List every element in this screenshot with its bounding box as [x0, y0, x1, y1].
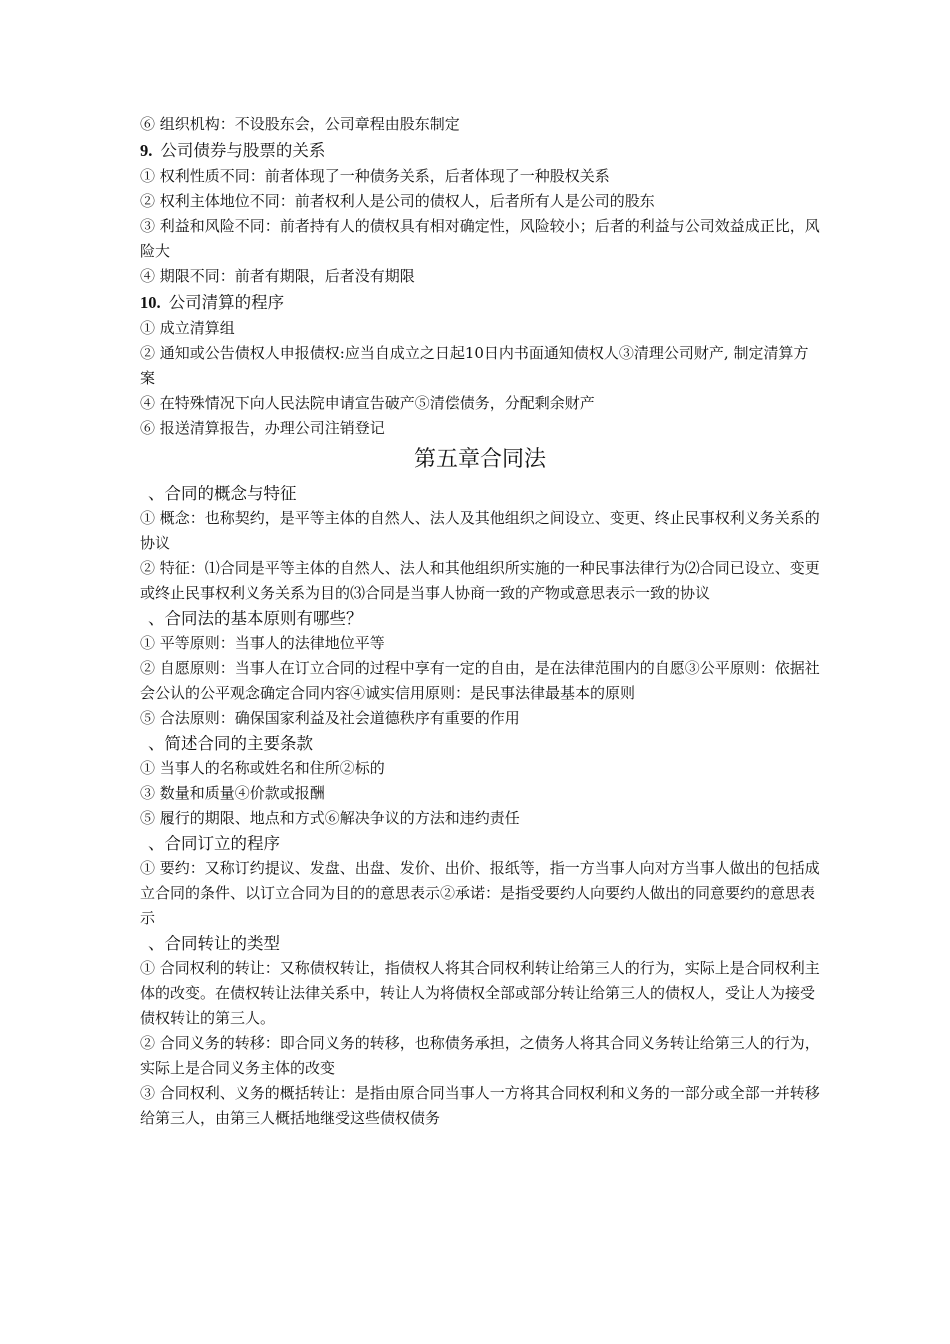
list-item: ④ 在特殊情况下向人民法院申请宣告破产⑤清偿债务，分配剩余财产	[140, 394, 595, 412]
section-title: 公司债券与股票的关系	[160, 141, 326, 160]
text-line: ⑥ 组织机构：不设股东会，公司章程由股东制定	[140, 115, 460, 133]
section-number: 9.	[140, 141, 153, 160]
list-item: ② 权利主体地位不同：前者权利人是公司的债权人，后者所有人是公司的股东	[140, 192, 655, 210]
list-item: ③ 数量和质量④价款或报酬	[140, 784, 325, 802]
part-heading: 、合同法的基本原则有哪些？	[148, 609, 363, 628]
list-item: ① 平等原则：当事人的法律地位平等	[140, 634, 385, 652]
list-item: ① 权利性质不同：前者体现了一种债务关系，后者体现了一种股权关系	[140, 167, 610, 185]
section-heading-10	[140, 289, 820, 316]
list-item: ② 合同义务的转移：即合同义务的转移，也称债务承担，之债务人将其合同义务转让给第三人的行为，实际上是合同义务主体的改变	[140, 1034, 820, 1077]
list-item: ③ 合同权利、义务的概括转让：是指由原合同当事人一方将其合同权利和义务的一部分或全部一并转移给第三人，由第三人概括地继受这些债权债务	[140, 1084, 820, 1127]
section-number: 10.	[140, 293, 161, 312]
list-item: ② 自愿原则：当事人在订立合同的过程中享有一定的自由，是在法律范围内的自愿③公平原则：依据社会公认的公平观念确定合同内容④诚实信用原则：是民事法律最基本的原则	[140, 659, 820, 702]
part-heading: 、合同订立的程序	[148, 834, 280, 853]
list-item: ① 要约：又称订约提议、发盘、出盘、发价、出价、报纸等，指一方当事人向对方当事人做出的包括成立合同的条件、以订立合同为目的的意思表示②承诺：是指受要约人向要约人做出的同意要约的意思表示	[140, 859, 820, 927]
list-item: ② 通知或公告债权人申报债权:应当自成立之日起10日内书面通知债权人③清理公司财产, 制定清算方案	[140, 344, 809, 387]
list-item: ⑤ 合法原则：确保国家利益及社会道德秩序有重要的作用	[140, 709, 520, 727]
chapter-title: 第五章合同法	[413, 447, 546, 472]
part-heading: 、简述合同的主要条款	[148, 734, 313, 753]
list-item: ⑤ 履行的期限、地点和方式⑥解决争议的方法和违约责任	[140, 809, 520, 827]
document-page	[140, 112, 820, 1131]
part-heading: 、合同转让的类型	[148, 934, 280, 953]
list-item: ① 概念：也称契约，是平等主体的自然人、法人及其他组织之间设立、变更、终止民事权利义务关系的协议	[140, 509, 820, 552]
list-item: ④ 期限不同：前者有期限，后者没有期限	[140, 267, 415, 285]
list-item: ① 合同权利的转让：又称债权转让，指债权人将其合同权利转让给第三人的行为，实际上是合同权利主体的改变。在债权转让法律关系中，转让人为将债权全部或部分转让给第三人的债权人，受让人为接受债权转让的第三人。	[140, 959, 820, 1027]
list-item: ③ 利益和风险不同：前者持有人的债权具有相对确定性，风险较小；后者的利益与公司效益成正比，风险大	[140, 217, 820, 260]
section-title: 公司清算的程序	[168, 293, 285, 312]
part-heading: 、合同的概念与特征	[148, 484, 297, 503]
list-item: ① 当事人的名称或姓名和住所②标的	[140, 759, 385, 777]
list-item: ② 特征：⑴合同是平等主体的自然人、法人和其他组织所实施的一种民事法律行为⑵合同已设立、变更或终止民事权利义务关系为目的⑶合同是当事人协商一致的产物或意思表示一致的协议	[140, 559, 820, 602]
section-heading-9	[140, 137, 820, 164]
list-item: ① 成立清算组	[140, 319, 235, 337]
list-item: ⑥ 报送清算报告，办理公司注销登记	[140, 419, 385, 437]
